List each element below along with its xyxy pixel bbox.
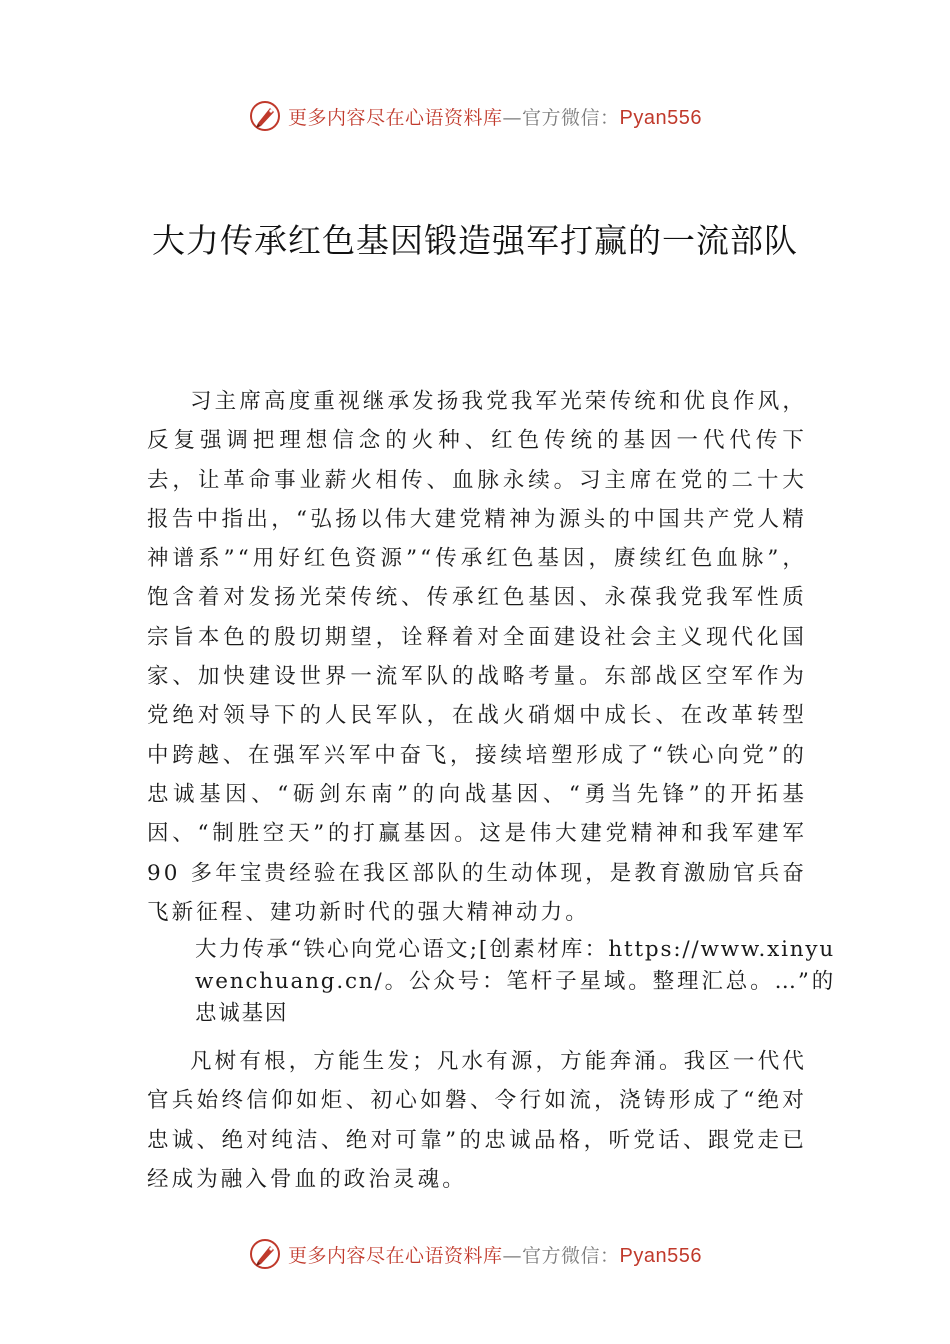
footer-banner	[0, 1234, 950, 1274]
banner-text	[288, 1241, 702, 1268]
banner-site-text: 更多内容尽在心语资料库	[288, 1244, 503, 1267]
banner-account: Pyan556	[619, 1244, 702, 1267]
header-banner	[0, 96, 950, 136]
section-subheading: 大力传承“铁心向党心语文;[创素材库：https://www.xinyuwenchuang.cn/。公众号：笔杆子星域。整理汇总。…”的忠诚基因	[195, 937, 835, 1027]
document-body	[147, 382, 835, 1199]
banner-wechat-label: 官方微信：	[522, 107, 620, 129]
banner-dash: —	[502, 106, 523, 129]
banner-text	[288, 103, 702, 130]
banner-dash: —	[502, 1244, 523, 1267]
paragraph-loyalty: 凡树有根，方能生发；凡水有源，方能奔涌。我区一代代官兵始终信仰如炬、初心如磐、令行如流，浇铸形成了“绝对忠诚、绝对纯洁、绝对可靠”的忠诚品格，听党话、跟党走已经成为融入骨血的政治灵魂。	[147, 1049, 807, 1193]
pen-nib-logo-icon	[248, 1237, 282, 1271]
document-title: 大力传承红色基因锻造强军打赢的一流部队	[152, 221, 798, 260]
banner-wechat-label: 官方微信：	[522, 1245, 620, 1267]
pen-nib-logo-icon	[248, 99, 282, 133]
banner-site-text: 更多内容尽在心语资料库	[288, 106, 503, 129]
banner-account: Pyan556	[619, 106, 702, 129]
paragraph-intro: 习主席高度重视继承发扬我党我军光荣传统和优良作风，反复强调把理想信念的火种、红色传统的基因一代代传下去，让革命事业薪火相传、血脉永续。习主席在党的二十大报告中指出，“弘扬以伟大建党精神为源头的中国共产党人精神谱系”“用好红色资源”“传承红色基因，赓续红色血脉”，饱含着对发扬光荣传统、传承红色基因、永葆我党我军性质宗旨本色的殷切期望，诠释着对全面建设社会主义现代化国家、加快建设世界一流军队的战略考量。东部战区空军作为党绝对领导下的人民军队，在战火硝烟中成长、在改革转型中跨越、在强军兴军中奋飞，接续培塑形成了“铁心向党”的忠诚基因、“砺剑东南”的向战基因、“勇当先锋”的开拓基因、“制胜空天”的打赢基因。这是伟大建党精神和我军建军 90 多年宝贵经验在我区部队的生动体现，是教育激励官兵奋飞新征程、建功新时代的强大精神动力。	[147, 389, 807, 925]
